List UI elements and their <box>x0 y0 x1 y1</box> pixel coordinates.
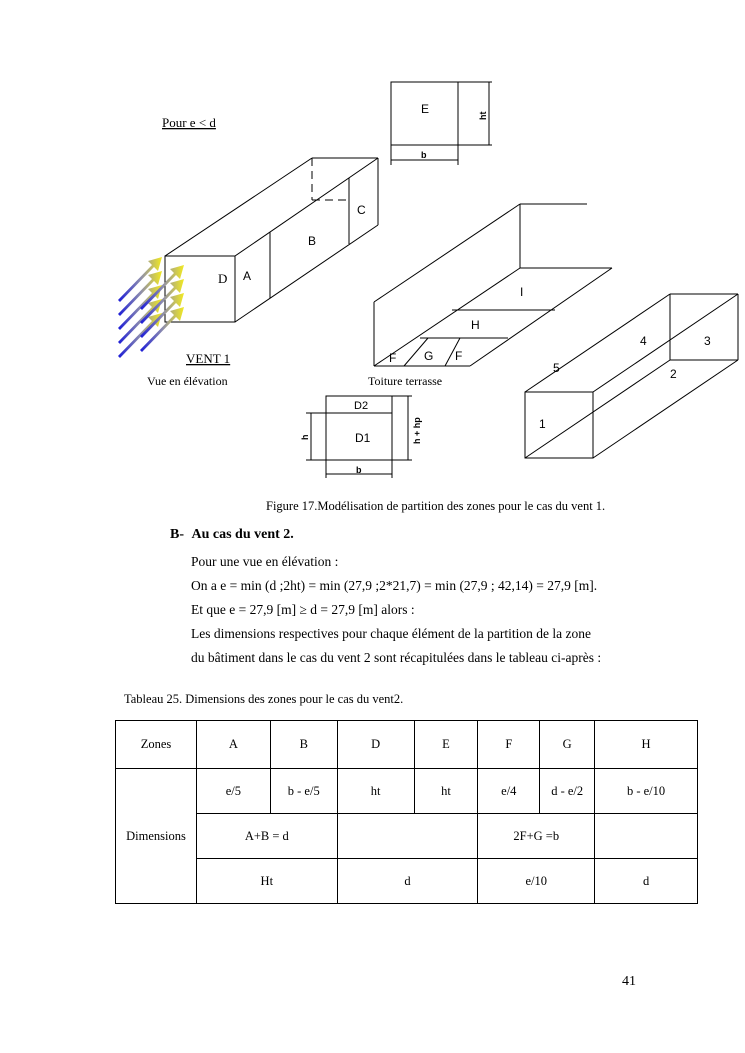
header-cell-f: F <box>478 721 540 769</box>
dim-h-hp-label: h + hp <box>412 417 422 444</box>
header-cell-g: G <box>540 721 595 769</box>
zone-a-label: A <box>243 269 252 283</box>
zone-d-label: D <box>218 271 228 286</box>
dim-b-label: b <box>421 150 427 160</box>
zone-h-label: H <box>471 318 480 332</box>
header-cell-a: A <box>196 721 270 769</box>
zone-f2-label: F <box>455 349 463 363</box>
zone-d2-label: D2 <box>354 400 369 412</box>
zone-g-label: G <box>424 349 434 363</box>
zone-b-label: B <box>308 234 317 248</box>
table-cell: d <box>595 859 698 904</box>
table-cell: d - e/2 <box>540 769 595 814</box>
body-line-4: Les dimensions respectives pour chaque élément de la partition de la zone <box>191 626 591 641</box>
zone-2-label: 2 <box>670 367 677 381</box>
table-row <box>116 814 698 859</box>
zone-f1-label: F <box>389 351 397 365</box>
header-cell-e: E <box>414 721 478 769</box>
page-number: 41 <box>622 974 636 989</box>
zone-1-label: 1 <box>539 417 546 431</box>
zone-box-right <box>525 294 738 458</box>
table-cell: ht <box>337 769 414 814</box>
table-cell: e/5 <box>196 769 270 814</box>
pour-e-lt-d-label: Pour e < d <box>162 115 216 130</box>
header-cell-zones: Zones <box>116 721 197 769</box>
zone-4-label: 4 <box>640 334 647 348</box>
header-cell-d: D <box>337 721 414 769</box>
table-header-row <box>116 721 698 769</box>
zone-c-label: C <box>357 203 366 217</box>
table-cell <box>595 814 698 859</box>
zone-d1-label: D1 <box>355 431 371 445</box>
zone-5-label: 5 <box>553 361 560 375</box>
vue-elevation-label: Vue en élévation <box>147 374 228 388</box>
row-label-dimensions: Dimensions <box>116 769 197 904</box>
table-cell: e/4 <box>478 769 540 814</box>
toiture-terrasse-label: Toiture terrasse <box>368 374 443 388</box>
roof-zone-e <box>391 82 492 165</box>
zone-e-label: E <box>421 102 430 116</box>
zone-i-label: I <box>520 285 524 299</box>
table-cell: d <box>337 859 478 904</box>
figure-caption: Figure 17.Modélisation de partition des zones pour le cas du vent 1. <box>266 499 606 513</box>
table-row <box>116 769 698 814</box>
section-body <box>191 550 711 670</box>
body-line-1: Pour une vue en élévation : <box>191 554 339 569</box>
table-cell: Ht <box>196 859 337 904</box>
table-cell: b - e/10 <box>595 769 698 814</box>
table-cell: b - e/5 <box>270 769 337 814</box>
table-cell: 2F+G =b <box>478 814 595 859</box>
section-title: Au cas du vent 2. <box>191 527 294 542</box>
table-cell: e/10 <box>478 859 595 904</box>
table-cell: ht <box>414 769 478 814</box>
dim-h-label: h <box>300 434 310 440</box>
table-row <box>116 859 698 904</box>
dim-b2-label: b <box>356 465 362 475</box>
table-cell <box>337 814 478 859</box>
elevation-box <box>165 158 378 322</box>
body-line-2: On a e = min (d ;2ht) = min (27,9 ;2*21,7) = min (27,9 ; 42,14) = 27,9 [m]. <box>191 578 598 593</box>
dim-ht-label: ht <box>478 111 488 120</box>
zones-table <box>115 720 698 904</box>
wind-arrows <box>118 257 184 358</box>
section-heading <box>170 527 294 543</box>
body-line-3: Et que e = 27,9 [m] ≥ d = 27,9 [m] alors : <box>191 602 415 617</box>
table-caption: Tableau 25. Dimensions des zones pour le cas du vent2. <box>124 692 404 706</box>
figure-17-diagram <box>0 0 745 495</box>
zone-3-label: 3 <box>704 334 711 348</box>
body-line-5: du bâtiment dans le cas du vent 2 sont récapitulées dans le tableau ci-après : <box>191 650 602 665</box>
table-cell: A+B = d <box>196 814 337 859</box>
vent-1-label: VENT 1 <box>186 351 231 366</box>
header-cell-h: H <box>595 721 698 769</box>
header-cell-b: B <box>270 721 337 769</box>
roof-terrace <box>374 204 612 366</box>
section-marker: B- <box>170 527 184 542</box>
